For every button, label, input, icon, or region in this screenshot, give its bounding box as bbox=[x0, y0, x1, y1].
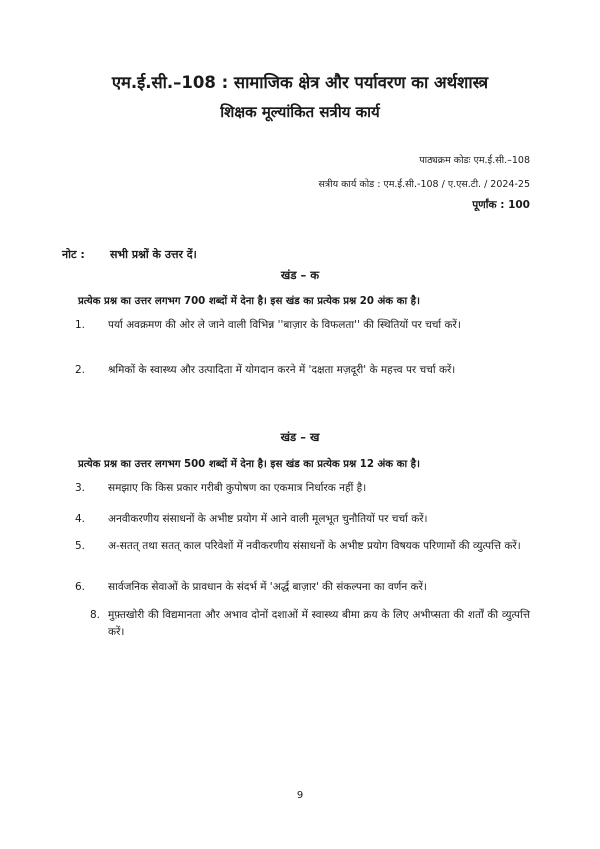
question-text: पर्या अवक्रमण की ओर ले जाने वाली विभिन्न ''बाज़ार के विफलता'' की स्थितियों पर चर्चा करें। bbox=[108, 319, 461, 331]
section-b-heading: खंड – ख bbox=[280, 430, 320, 444]
question-text: अ-सतत् तथा सतत् काल परिवेशों में नवीकरणीय संसाधनों के अभीष्ट प्रयोग विषयक परिणामों की व्युत्पत्ति करें। bbox=[108, 540, 521, 552]
note bbox=[62, 247, 197, 262]
note-label: नोट : bbox=[62, 248, 85, 261]
question-text: अनवीकरणीय संसाधनों के अभीष्ट प्रयोग में आने वाली मूलभूत चुनौतियों पर चर्चा करें। bbox=[108, 513, 428, 525]
page-title: एम.ई.सी.–108 : सामाजिक क्षेत्र और पर्यावरण का अर्थशास्त्र bbox=[111, 73, 489, 92]
question-2 bbox=[75, 362, 530, 396]
question-1 bbox=[75, 317, 530, 351]
question-number: 3. bbox=[75, 482, 86, 494]
assignment-code: सत्रीय कार्य कोड : एम.ई.सी.-108 / ए.एस.टी. / 2024-25 bbox=[318, 179, 530, 190]
question-number: 8. bbox=[90, 609, 101, 621]
question-text: श्रमिकों के स्वास्थ्य और उत्पादिता में योगदान करने में 'दक्षता मज़दूरी' के महत्त्व पर चर्चा करें। bbox=[108, 364, 456, 376]
question-5 bbox=[75, 538, 530, 572]
page-subtitle: शिक्षक मूल्यांकित सत्रीय कार्य bbox=[220, 103, 380, 121]
question-text: सार्वजनिक सेवाओं के प्रावधान के संदर्भ में 'अर्द्ध बाज़ार' की संकल्पना का वर्णन करें। bbox=[108, 581, 427, 593]
question-3 bbox=[75, 480, 530, 497]
question-text: मुफ़्तखोरी की विद्यमानता और अभाव दोनों दशाओं में स्वास्थ्य बीमा क्रय के लिए अभीप्सता की शर्तों की व्युत्पत्ति करें। bbox=[108, 609, 530, 638]
section-a-heading: खंड – क bbox=[280, 268, 320, 282]
note-text: सभी प्रश्नों के उत्तर दें। bbox=[110, 248, 197, 261]
question-6 bbox=[75, 579, 530, 596]
question-number: 5. bbox=[75, 540, 86, 552]
question-number: 2. bbox=[75, 364, 86, 376]
question-4 bbox=[75, 511, 530, 528]
course-code: पाठ्यक्रम कोडः एम.ई.सी.–108 bbox=[419, 155, 530, 166]
question-8 bbox=[90, 607, 530, 641]
section-b-instruction: प्रत्येक प्रश्न का उत्तर लगभग 500 शब्दों में देना है। इस खंड का प्रत्येक प्रश्न 12 अंक का है। bbox=[78, 459, 420, 470]
question-number: 6. bbox=[75, 581, 86, 593]
section-a-instruction: प्रत्येक प्रश्न का उत्तर लगभग 700 शब्दों में देना है। इस खंड का प्रत्येक प्रश्न 20 अंक का है। bbox=[78, 296, 420, 307]
max-marks: पूर्णांक : 100 bbox=[472, 199, 530, 211]
page-number: 9 bbox=[296, 790, 304, 801]
question-number: 4. bbox=[75, 513, 86, 525]
question-number: 1. bbox=[75, 319, 86, 331]
question-text: समझाए कि किस प्रकार गरीबी कुपोषण का एकमात्र निर्धारक नहीं है। bbox=[108, 482, 367, 494]
